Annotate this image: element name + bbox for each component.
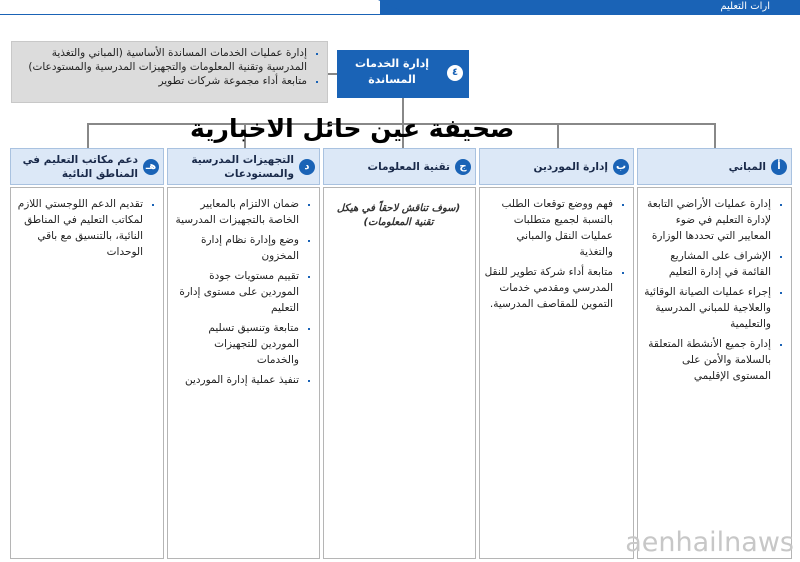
description-item: ▪ متابعة أداء مجموعة شركات تطوير [18,74,307,88]
main-number-badge: ٤ [447,65,463,81]
list-item: ▪ فهم ووضع توقعات الطلب بالنسبة لجميع متطلبات عمليات النقل والمباني والتغذية [484,196,613,260]
column-letter-badge: ب [613,159,629,175]
header-band-notch [378,0,408,14]
column-letter-badge: ج [455,159,471,175]
column-title: التجهيزات المدرسية والمستودعات [191,154,294,180]
list-item: ▪ متابعة وتنسيق تسليم الموردين للتجهيزات والخدمات [172,320,299,368]
list-item: ▪ تنفيذ عملية إدارة الموردين [172,372,299,388]
column-list [15,196,157,260]
column-letter-badge: أ [771,159,787,175]
column-letter-badge: د [299,159,315,175]
column-list [642,196,785,384]
connector-drop-e [87,123,89,148]
column-title: دعم مكاتب التعليم في المناطق النائية [22,154,138,180]
column-header-equipment [167,148,320,185]
header-underline [0,14,800,15]
list-item: ▪ ضمان الالتزام بالمعايير الخاصة بالتجهيزات المدرسية [172,196,299,228]
column-title: المباني [728,161,766,173]
list-item: ▪ الإشراف على المشاريع القائمة في إدارة التعليم [642,248,771,280]
column-header-remote-offices [10,148,164,185]
connector-drop-b [557,123,559,148]
description-list [18,46,319,88]
main-department-box [337,50,469,98]
list-item: ▪ تقييم مستويات جودة الموردين على مستوى إدارة التعليم [172,268,299,316]
column-list [172,196,313,388]
connector-drop-a [714,123,716,148]
newspaper-watermark: صحيفة عين حائل الاخبارية [190,114,515,143]
list-item: ▪ إدارة جميع الأنشطة المتعلقة بالسلامة والأمن على المستوى الإقليمي [642,336,771,384]
list-item: ▪ إدارة عمليات الأراضي التابعة لإدارة التعليم في ضوء المعايير التي تحددها الوزارة [642,196,771,244]
column-body-equipment [167,187,320,559]
column-header-buildings [637,148,792,185]
list-item: ▪ متابعة أداء شركة تطوير للنقل المدرسي ومقدمي خدمات التموين للمقاصف المدرسية. [484,264,613,312]
description-box [11,41,328,103]
list-item: ▪ تقديم الدعم اللوجستي اللازم لمكاتب التعليم في المناطق النائية، بالتنسيق مع باقي الوحدات [15,196,143,260]
column-title: إدارة الموردين [533,161,608,173]
top-header-bar [0,0,800,16]
column-body-buildings [637,187,792,559]
connector-desc-to-main [328,73,337,75]
list-item: ▪ وضع وإدارة نظام إدارة المخزون [172,232,299,264]
list-item: ▪ إجراء عمليات الصيانة الوقائية والعلاجية للمباني المدرسية والتعليمية [642,284,771,332]
column-letter-badge: هـ [143,159,159,175]
column-title: تقنية المعلومات [367,161,450,173]
it-note: (سوف تناقش لاحقاً في هيكل تقنية المعلومات) [336,203,461,228]
column-list [484,196,627,312]
main-department-title: إدارة الخدمات المساندة [354,57,430,86]
column-header-suppliers [479,148,634,185]
column-body-suppliers [479,187,634,559]
brand-watermark: aenhailnaws [625,527,794,558]
description-item: ▪ إدارة عمليات الخدمات المساندة الأساسية (المباني والتغذية المدرسية وتقنية المعلومات والتجهيزات المدرسية والمستودعات) [18,46,307,74]
column-header-it [323,148,476,185]
column-body-remote-offices [10,187,164,559]
header-title: ارات التعليم [720,1,770,12]
column-body-it [323,187,476,559]
